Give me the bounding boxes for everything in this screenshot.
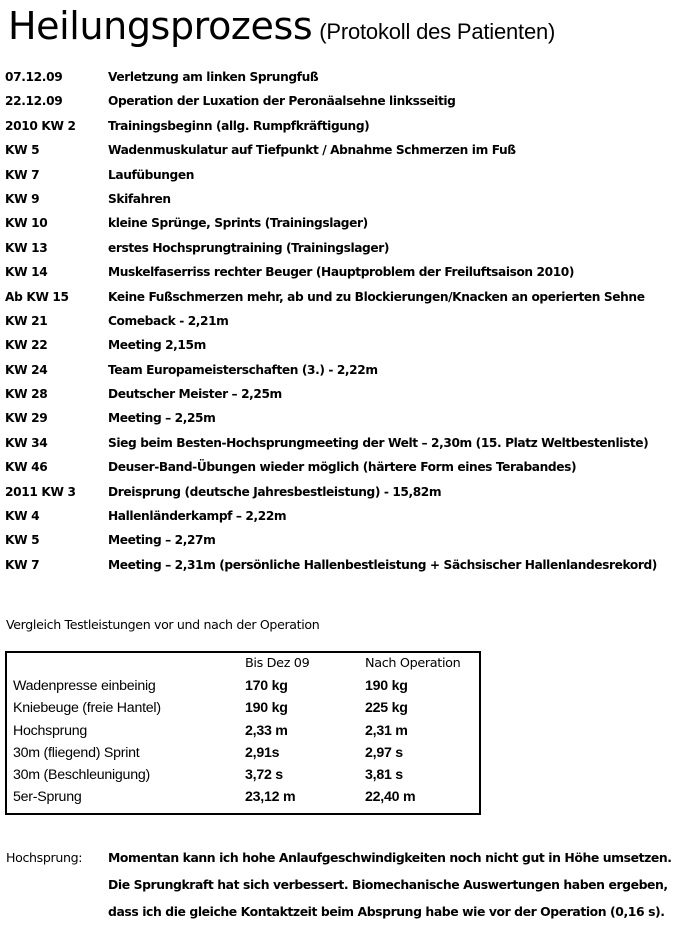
timeline-date: KW 34: [5, 435, 48, 450]
note-text-line-3: dass ich die gleiche Kontaktzeit beim Absprung habe wie vor der Operation (0,16 s).: [108, 904, 665, 919]
timeline-description: Keine Fußschmerzen mehr, ab und zu Blockierungen/Knacken an operierten Sehne: [108, 289, 645, 304]
timeline-row: [5, 143, 670, 167]
footer-note: [6, 850, 671, 931]
table-cell-after: 225 kg: [365, 700, 408, 717]
timeline-description: Trainingsbeginn (allg. Rumpfkräftigung): [108, 118, 370, 133]
timeline-date: KW 9: [5, 191, 40, 206]
table-row: [7, 745, 479, 767]
table-cell-before: 2,91s: [245, 744, 280, 761]
timeline-date: KW 5: [5, 533, 40, 548]
note-text-line-2: Die Sprungkraft hat sich verbessert. Biomechanische Auswertungen haben ergeben,: [108, 877, 668, 892]
table-cell-label: Kniebeuge (freie Hantel): [13, 700, 161, 717]
comparison-heading: Vergleich Testleistungen vor und nach der Operation: [6, 617, 320, 632]
timeline-date: KW 13: [5, 240, 48, 255]
table-cell-label: 30m (fliegend) Sprint: [13, 744, 140, 761]
timeline-description: Meeting – 2,27m: [108, 533, 216, 548]
timeline-row: [5, 314, 670, 338]
timeline-date: KW 28: [5, 387, 48, 402]
timeline-date: KW 14: [5, 265, 48, 280]
timeline-row: [5, 509, 670, 533]
timeline-date: KW 46: [5, 460, 48, 475]
timeline-description: Sieg beim Besten-Hochsprungmeeting der Welt – 2,30m (15. Platz Weltbestenliste): [108, 435, 649, 450]
timeline-description: Muskelfaserriss rechter Beuger (Hauptproblem der Freiluftsaison 2010): [108, 265, 575, 280]
table-cell-after: 2,31 m: [365, 722, 408, 739]
table-header-row: [7, 656, 479, 678]
table-cell-label: Wadenpresse einbeinig: [13, 678, 156, 695]
table-cell-before: 23,12 m: [245, 789, 296, 806]
note-line: [6, 877, 671, 904]
note-line: [6, 850, 671, 877]
timeline-row: [5, 168, 670, 192]
timeline-row: [5, 216, 670, 240]
page-title: [8, 2, 665, 56]
timeline-date: 22.12.09: [5, 94, 63, 109]
table-cell-label: 5er-Sprung: [13, 789, 82, 806]
timeline-description: Wadenmuskulatur auf Tiefpunkt / Abnahme Schmerzen im Fuß: [108, 143, 516, 158]
timeline-date: KW 7: [5, 167, 40, 182]
healing-timeline-list: [5, 70, 670, 582]
timeline-description: Operation der Luxation der Peronäalsehne linksseitig: [108, 94, 456, 109]
timeline-date: KW 4: [5, 509, 40, 524]
table-cell-after: 190 kg: [365, 678, 408, 695]
table-cell-label: 30m (Beschleunigung): [13, 766, 150, 783]
table-row: [7, 700, 479, 722]
timeline-description: Comeback - 2,21m: [108, 313, 229, 328]
timeline-row: [5, 558, 670, 582]
timeline-date: KW 7: [5, 557, 40, 572]
timeline-description: Dreisprung (deutsche Jahresbestleistung) - 15,82m: [108, 484, 442, 499]
note-line: [6, 904, 671, 931]
timeline-description: Deuser-Band-Übungen wieder möglich (härtere Form eines Terabandes): [108, 460, 577, 475]
timeline-date: Ab KW 15: [5, 289, 69, 304]
table-row: [7, 723, 479, 745]
table-cell-before: 190 kg: [245, 700, 288, 717]
table-header-after: Nach Operation: [365, 656, 461, 671]
note-label: Hochsprung:: [6, 850, 83, 865]
table-cell-label: Hochsprung: [13, 722, 88, 739]
timeline-date: 2010 KW 2: [5, 118, 76, 133]
table-cell-before: 3,72 s: [245, 766, 283, 783]
timeline-row: [5, 411, 670, 435]
timeline-row: [5, 387, 670, 411]
timeline-description: Team Europameisterschaften (3.) - 2,22m: [108, 362, 378, 377]
table-cell-before: 2,33 m: [245, 722, 288, 739]
title-main-text: Heilungsprozess: [8, 4, 313, 48]
timeline-date: KW 10: [5, 216, 48, 231]
timeline-row: [5, 460, 670, 484]
timeline-description: Meeting – 2,31m (persönliche Hallenbestleistung + Sächsischer Hallenlandesrekord): [108, 557, 657, 572]
table-row: [7, 767, 479, 789]
table-header-before: Bis Dez 09: [245, 656, 310, 671]
table-cell-before: 170 kg: [245, 678, 288, 695]
timeline-row: [5, 265, 670, 289]
timeline-description: Hallenländerkampf – 2,22m: [108, 509, 287, 524]
timeline-row: [5, 290, 670, 314]
note-text-line-1: Momentan kann ich hohe Anlaufgeschwindigkeiten noch nicht gut in Höhe umsetzen.: [108, 850, 672, 865]
timeline-row: [5, 241, 670, 265]
timeline-date: KW 24: [5, 362, 48, 377]
timeline-row: [5, 363, 670, 387]
timeline-date: KW 5: [5, 143, 40, 158]
title-subtitle-text: (Protokoll des Patienten): [319, 19, 556, 44]
comparison-table: [5, 651, 481, 815]
timeline-date: KW 29: [5, 411, 48, 426]
timeline-description: erstes Hochsprungtraining (Trainingslager): [108, 240, 390, 255]
timeline-row: [5, 192, 670, 216]
timeline-date: KW 21: [5, 313, 48, 328]
timeline-row: [5, 436, 670, 460]
timeline-date: 2011 KW 3: [5, 484, 76, 499]
timeline-date: KW 22: [5, 338, 48, 353]
timeline-row: [5, 70, 670, 94]
table-cell-after: 2,97 s: [365, 744, 403, 761]
timeline-row: [5, 119, 670, 143]
timeline-row: [5, 485, 670, 509]
timeline-description: Verletzung am linken Sprungfuß: [108, 70, 319, 84]
timeline-description: kleine Sprünge, Sprints (Trainingslager): [108, 216, 368, 231]
timeline-row: [5, 94, 670, 118]
table-row: [7, 678, 479, 700]
timeline-row: [5, 338, 670, 362]
timeline-date: 07.12.09: [5, 70, 63, 84]
table-row: [7, 789, 479, 811]
table-cell-after: 22,40 m: [365, 789, 416, 806]
timeline-description: Skifahren: [108, 191, 171, 206]
timeline-description: Meeting – 2,25m: [108, 411, 216, 426]
timeline-description: Laufübungen: [108, 167, 194, 182]
timeline-row: [5, 533, 670, 557]
timeline-description: Deutscher Meister – 2,25m: [108, 387, 282, 402]
timeline-description: Meeting 2,15m: [108, 338, 206, 353]
table-cell-after: 3,81 s: [365, 766, 403, 783]
